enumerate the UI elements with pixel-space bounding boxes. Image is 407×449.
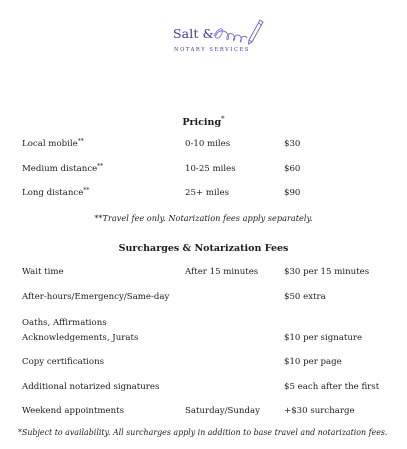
logo-signature-pen-icon — [210, 16, 266, 46]
surcharge-row-copy-item: Copy certifications — [22, 357, 105, 367]
logo-subtitle: NOTARY SERVICES — [174, 47, 250, 53]
surcharge-row-afterhours-item: After-hours/Emergency/Same-day — [22, 292, 170, 302]
surcharge-row-weekend-price: +$30 surcharge — [284, 406, 355, 416]
surcharge-row-oaths-item-line1: Oaths, Affirmations — [22, 318, 107, 328]
pricing-row-local-range: 0-10 miles — [185, 139, 231, 149]
pricing-row-medium-item — [22, 164, 103, 175]
surcharge-row-weekend-item: Weekend appointments — [22, 406, 125, 416]
pricing-row-local-price: $30 — [284, 139, 301, 149]
surcharges-heading: Surcharges & Notarization Fees — [118, 243, 289, 254]
pricing-row-local-item — [22, 139, 84, 150]
pricing-item-mark: ** — [77, 138, 84, 145]
pricing-row-long-price: $90 — [284, 188, 301, 198]
pricing-row-long-range: 25+ miles — [185, 188, 230, 198]
pricing-item-label: Local mobile — [22, 139, 78, 149]
pricing-title: Pricing — [182, 117, 222, 129]
surcharge-row-afterhours-price: $50 extra — [284, 292, 326, 302]
surcharge-row-wait-condition: After 15 minutes — [185, 267, 259, 277]
surcharge-row-oaths-item-line2: Acknowledgements, Jurats — [22, 333, 139, 343]
surcharges-footnote: *Subject to availability. All surcharges apply in addition to base travel and notarization fees. — [18, 428, 388, 437]
pricing-note: **Travel fee only. Notarization fees apply separately. — [94, 213, 313, 223]
logo — [0, 14, 407, 58]
surcharge-row-wait-price: $30 per 15 minutes — [284, 267, 370, 277]
surcharge-row-additional-price: $5 each after the first — [284, 382, 380, 392]
pricing-heading — [0, 115, 407, 128]
logo-text: Salt & — [173, 26, 214, 41]
pricing-row-medium-price: $60 — [284, 164, 301, 174]
surcharge-row-copy-price: $10 per page — [284, 357, 342, 367]
pricing-row-long-item — [22, 188, 89, 199]
surcharge-row-oaths-price: $10 per signature — [284, 333, 363, 343]
pricing-title-mark: * — [221, 115, 225, 123]
pricing-item-label: Long distance — [22, 188, 84, 198]
pricing-item-label: Medium distance — [22, 164, 98, 174]
surcharge-row-weekend-condition: Saturday/Sunday — [185, 406, 260, 416]
pricing-item-mark: ** — [83, 187, 90, 194]
pricing-item-mark: ** — [97, 163, 104, 170]
surcharge-row-wait-item: Wait time — [22, 267, 64, 277]
pricing-row-medium-range: 10-25 miles — [185, 164, 236, 174]
surcharge-row-additional-item: Additional notarized signatures — [22, 382, 160, 392]
